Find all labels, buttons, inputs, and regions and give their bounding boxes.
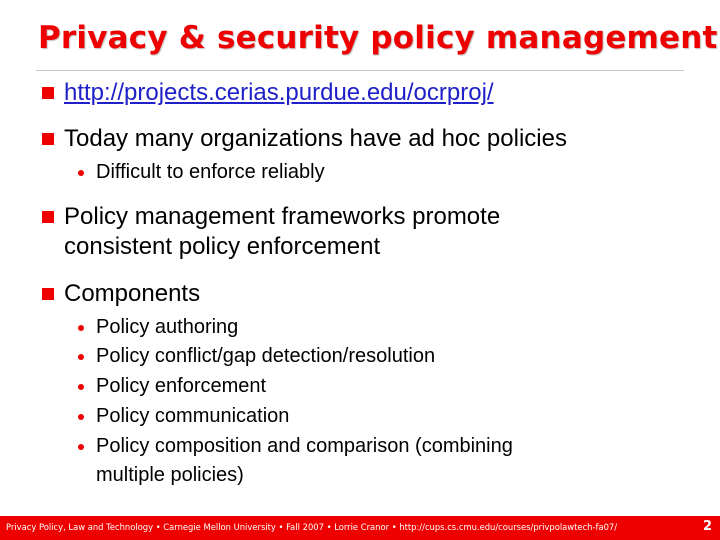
bullet-text: Today many organizations have ad hoc policies xyxy=(64,125,567,152)
page-number: 2 xyxy=(702,519,712,534)
round-bullet-icon xyxy=(78,444,84,450)
square-bullet-icon xyxy=(42,133,54,145)
bullet-text: Components xyxy=(64,280,201,307)
round-bullet-icon xyxy=(78,414,84,420)
bullet-text-line1: Policy management frameworks promote xyxy=(64,203,501,230)
component-text: Policy enforcement xyxy=(96,375,267,397)
round-bullet-icon xyxy=(78,170,84,176)
round-bullet-icon xyxy=(78,354,84,360)
component-text: Policy conflict/gap detection/resolution xyxy=(96,345,436,367)
title-divider xyxy=(36,70,684,71)
slide-title: Privacy & security policy management xyxy=(38,20,718,56)
square-bullet-icon xyxy=(42,288,54,300)
footer-text: Privacy Policy, Law and Technology • Carnegie Mellon University • Fall 2007 • Lorrie Cranor • http://cups.cs.cmu.edu/courses/privpolawtech-fa07/ xyxy=(6,522,618,532)
component-text-continued: multiple policies) xyxy=(96,464,244,486)
footer-bar xyxy=(0,516,720,540)
component-text: Policy authoring xyxy=(96,316,239,338)
sub-bullet-text: Difficult to enforce reliably xyxy=(96,161,325,183)
round-bullet-icon xyxy=(78,325,84,331)
round-bullet-icon xyxy=(78,384,84,390)
bullet-text-line2: consistent policy enforcement xyxy=(64,233,381,260)
component-text: Policy composition and comparison (combining xyxy=(96,435,513,457)
square-bullet-icon xyxy=(42,87,54,99)
project-url-link[interactable]: http://projects.cerias.purdue.edu/ocrproj/ xyxy=(64,79,494,106)
component-text: Policy communication xyxy=(96,405,290,427)
square-bullet-icon xyxy=(42,211,54,223)
